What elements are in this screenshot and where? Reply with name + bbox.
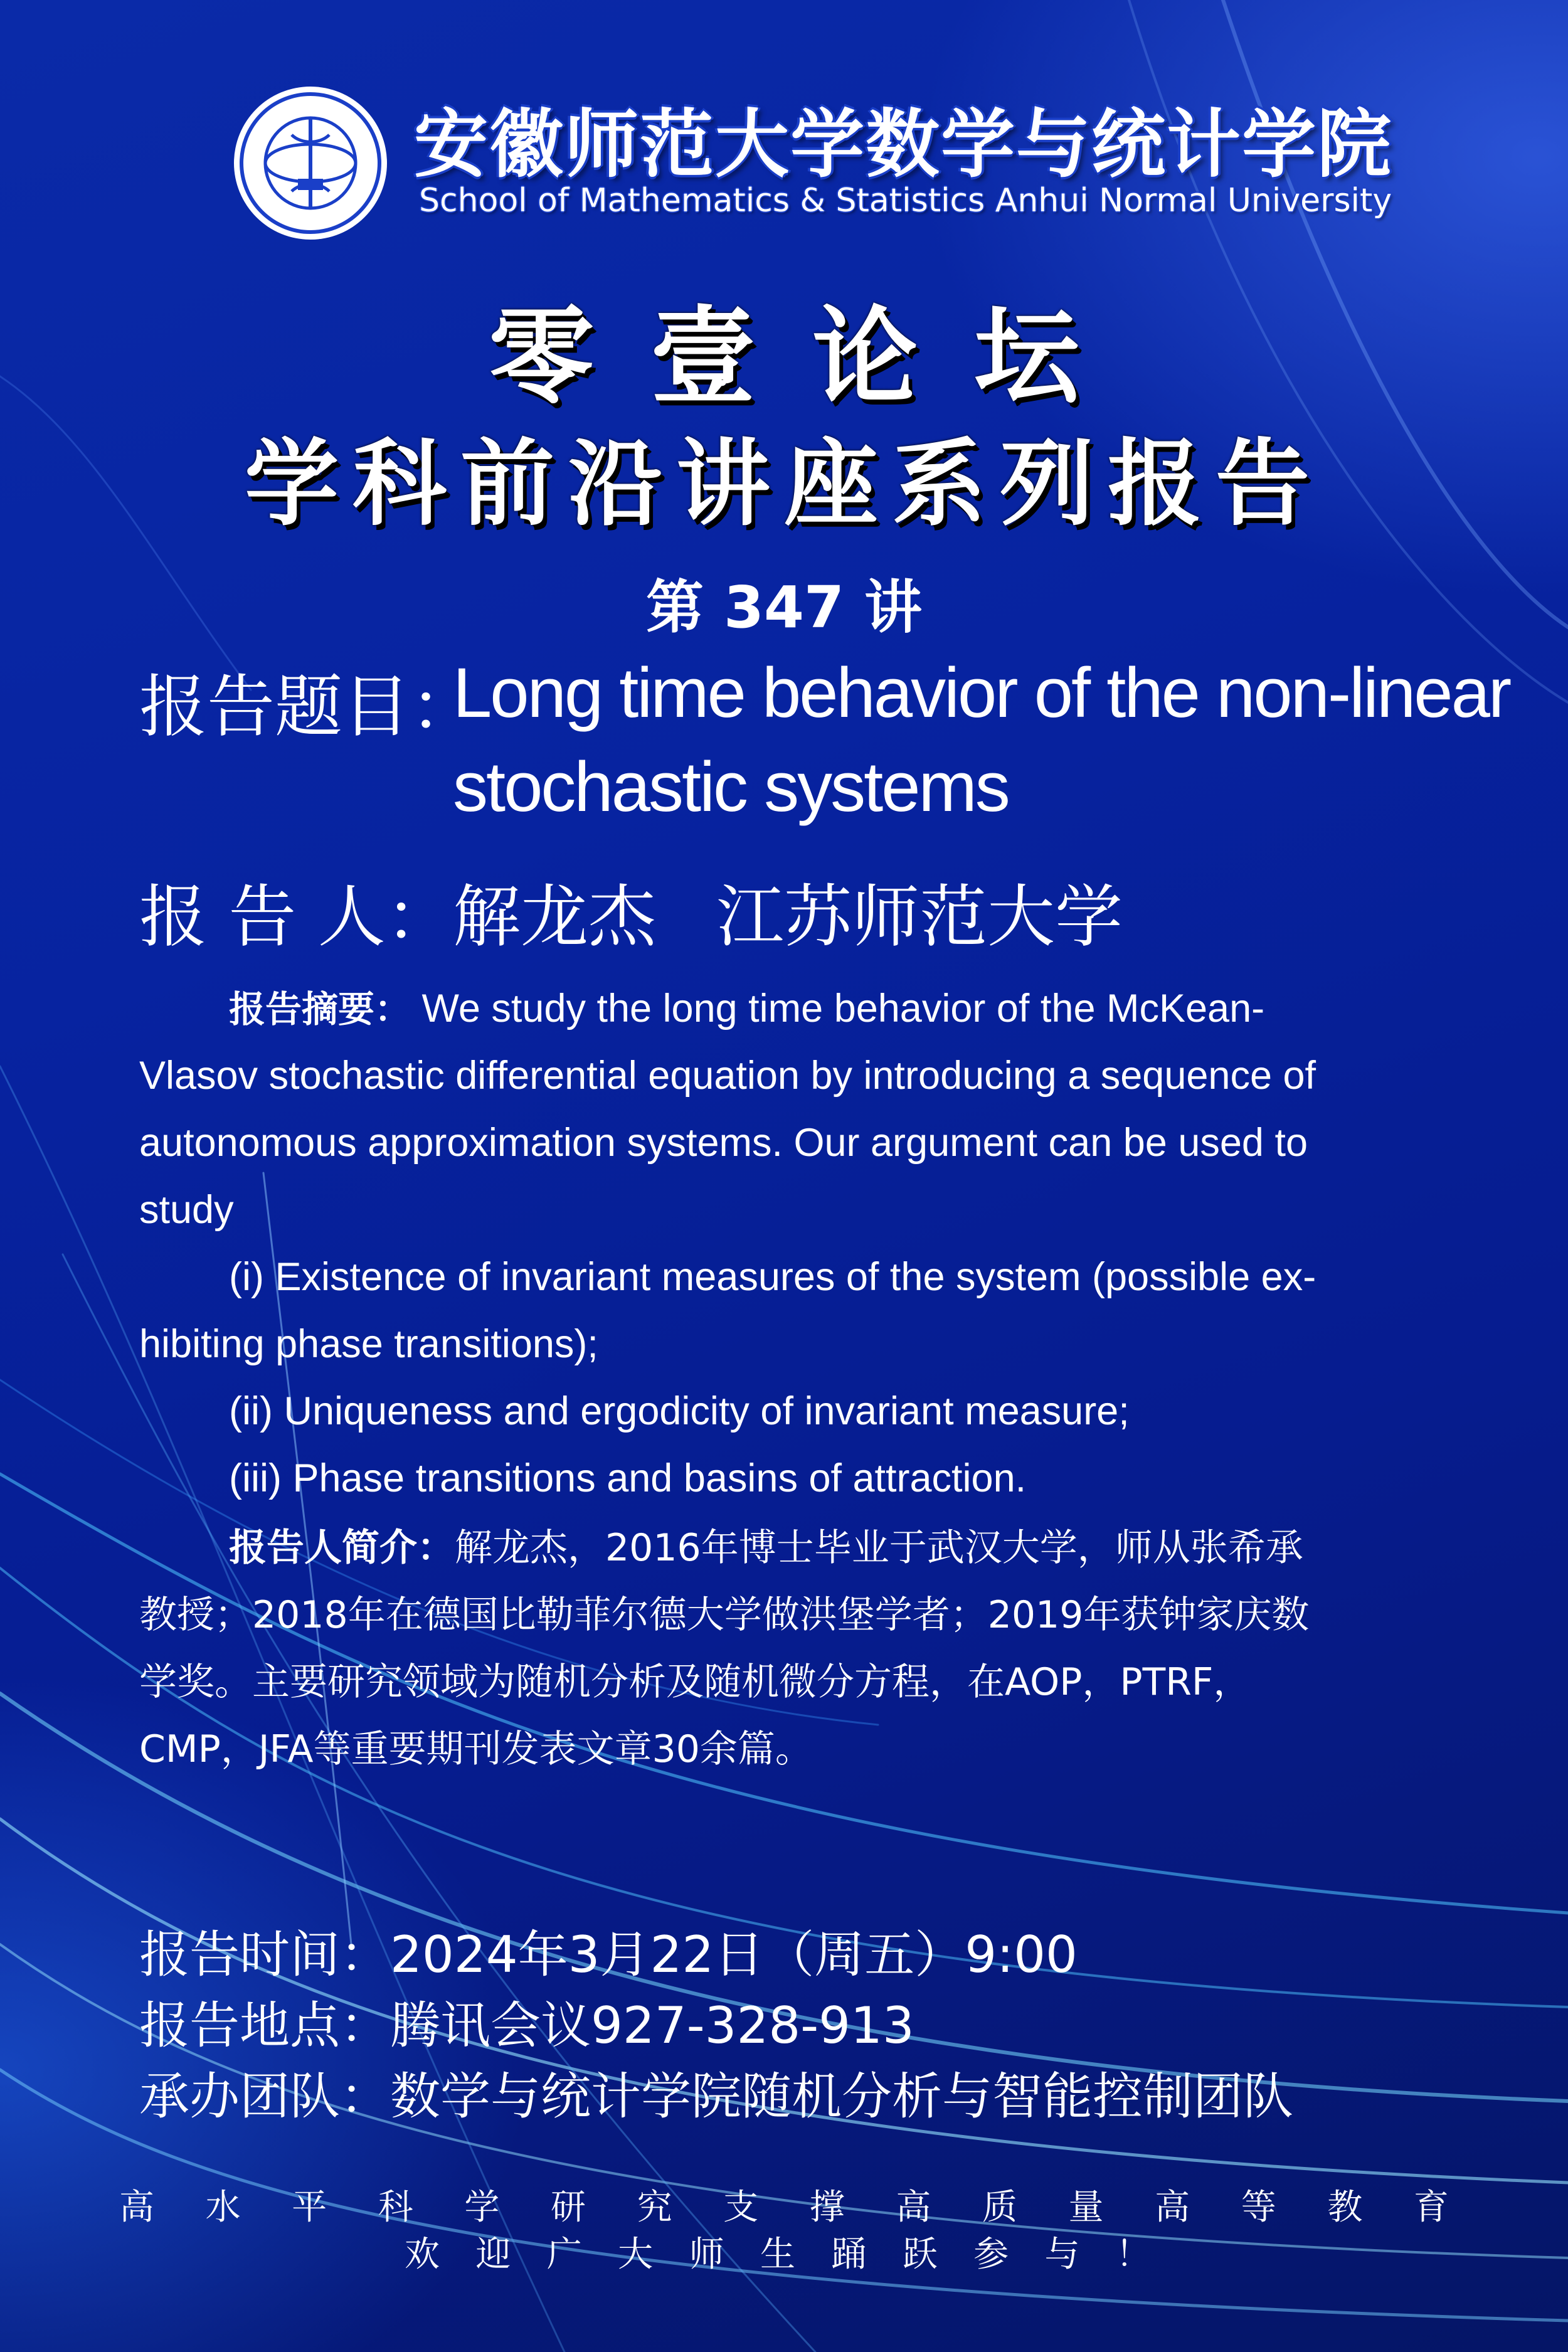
series-title: 学科前沿讲座系列报告	[244, 430, 1323, 539]
abstract-line: hibiting phase transitions);	[139, 1322, 598, 1366]
slogan-char: 撑	[809, 2187, 845, 2228]
abstract-label: 报告摘要：	[229, 988, 411, 1030]
bio-label: 报告人简介：	[229, 1526, 455, 1570]
time-label: 报告时间：	[139, 1926, 390, 1984]
abstract-text: We study the long time behavior of the McKean-	[421, 987, 1265, 1030]
abstract-item-ii: (ii) Uniqueness and ergodicity of invariant measure;	[229, 1389, 1130, 1433]
slogan-char: 高	[1155, 2187, 1190, 2228]
slogan-char: 高	[119, 2187, 154, 2228]
abstract-line: study	[139, 1188, 234, 1232]
talk-title-line-1: Long time behavior of the non-linear	[453, 654, 1510, 732]
slogan-char: 科	[378, 2187, 413, 2228]
bio-line: 学奖。主要研究领域为随机分析及随机微分方程，在AOP，PTRF，	[139, 1660, 1251, 1704]
lecture-number: 第 347 讲	[645, 574, 923, 641]
slogan-char: 研	[550, 2187, 586, 2228]
bio-line: 教授；2018年在德国比勒菲尔德大学做洪堡学者；2019年获钟家庆数	[139, 1593, 1310, 1637]
talk-title-line-2: stochastic systems	[453, 748, 1009, 826]
slogan-char: 育	[1413, 2187, 1449, 2228]
slogan-line-2	[405, 2227, 1151, 2277]
slogan-char: 与	[1044, 2234, 1080, 2275]
speaker-label: 报 告 人：	[139, 878, 453, 956]
place-row	[139, 1985, 914, 2057]
place-value: 腾讯会议927-328-913	[390, 1996, 914, 2055]
abstract-line: autonomous approximation systems. Our argument can be used to	[139, 1121, 1308, 1165]
slogan-line-1	[119, 2180, 1449, 2230]
slogan-char: 支	[723, 2187, 759, 2228]
slogan-char: 量	[1068, 2187, 1104, 2228]
slogan-char: 究	[637, 2187, 672, 2228]
school-name-chinese: 安徽师范大学数学与统计学院	[414, 101, 1393, 188]
school-name-english: School of Mathematics & Statistics Anhui Normal University	[419, 182, 1392, 220]
school-emblem-logo	[232, 85, 389, 241]
title-label: 报告题目：	[139, 668, 479, 746]
slogan-char: 水	[205, 2187, 241, 2228]
abstract-line: Vlasov stochastic differential equation by introducing a sequence of	[139, 1054, 1316, 1098]
time-value: 2024年3月22日（周五）9:00	[390, 1926, 1078, 1984]
slogan-char: 广	[546, 2234, 582, 2275]
abstract-line	[229, 975, 1264, 1043]
abstract-item-iii: (iii) Phase transitions and basins of attraction.	[229, 1456, 1027, 1500]
slogan-char: 跃	[902, 2234, 938, 2275]
slogan-char: 参	[973, 2234, 1009, 2275]
team-label: 承办团队：	[139, 2067, 390, 2126]
time-row	[139, 1914, 1078, 1986]
speaker-name: 解龙杰	[453, 878, 657, 956]
speaker-affiliation: 江苏师范大学	[716, 878, 1123, 956]
slogan-char: 生	[760, 2234, 795, 2275]
slogan-char: 欢	[405, 2234, 440, 2275]
team-value: 数学与统计学院随机分析与智能控制团队	[390, 2067, 1293, 2126]
slogan-char: 高	[896, 2187, 931, 2228]
bio-line	[229, 1515, 1303, 1582]
slogan-char: 质	[982, 2187, 1017, 2228]
bio-line: CMP，JFA等重要期刊发表文章30余篇。	[139, 1727, 813, 1771]
forum-title: 零壹论坛	[489, 295, 1136, 418]
team-row	[139, 2056, 1293, 2128]
slogan-char: 迎	[475, 2234, 511, 2275]
slogan-char: 等	[1241, 2187, 1276, 2228]
slogan-char: 教	[1327, 2187, 1363, 2228]
place-label: 报告地点：	[139, 1996, 390, 2055]
slogan-char: 大	[618, 2234, 654, 2275]
slogan-char: 师	[689, 2234, 724, 2275]
abstract-item-i: (i) Existence of invariant measures of the system (possible ex-	[229, 1255, 1316, 1299]
slogan-char: 学	[464, 2187, 500, 2228]
slogan-char: ！	[1115, 2234, 1151, 2275]
slogan-char: 踊	[831, 2234, 867, 2275]
slogan-char: 平	[292, 2187, 327, 2228]
bio-text: 解龙杰，2016年博士毕业于武汉大学，师从张希承	[455, 1526, 1303, 1570]
